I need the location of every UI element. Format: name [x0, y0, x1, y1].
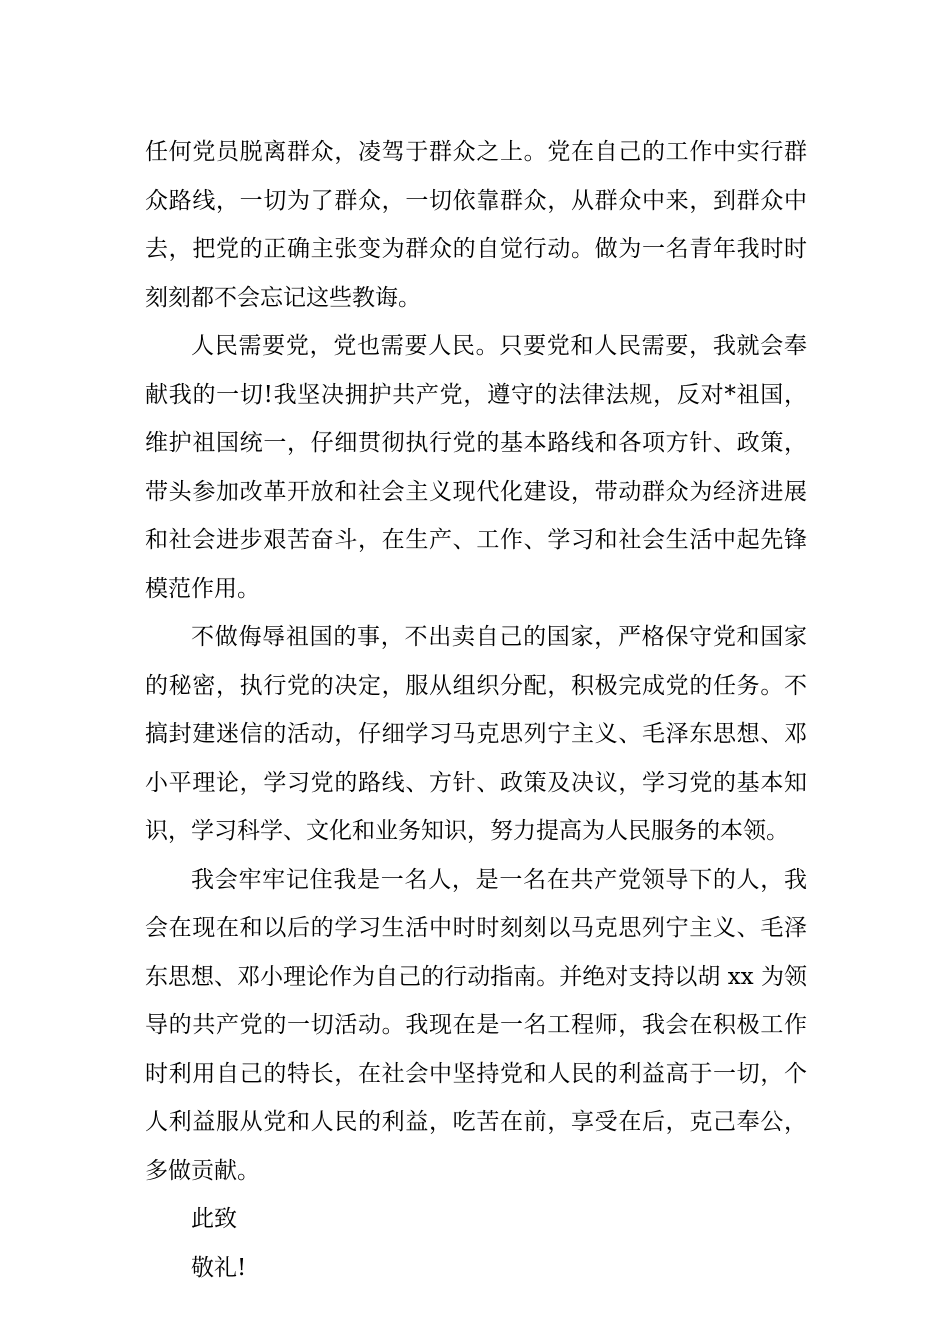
- closing-phrase: 此致: [191, 1206, 237, 1232]
- paragraph-loyalty: 不做侮辱祖国的事，不出卖自己的国家，严格保守党和国家的秘密，执行党的决定，服从组织分配，积极完成党的任务。不搞封建迷信的活动，仔细学习马克思列宁主义、毛泽东思想、邓小平理论，学习党的路线、方针、政策及决议，学习党的基本知识，学习科学、文化和业务知识，努力提高为人民服务的本领。: [145, 624, 807, 844]
- document-body: [145, 128, 807, 1292]
- paragraph-continuation: 任何党员脱离群众，凌驾于群众之上。党在自己的工作中实行群众路线，一切为了群众，一切依靠群众，从群众中来，到群众中去，把党的正确主张变为群众的自觉行动。做为一名青年我时时刻刻都不会忘记这些教诲。: [145, 139, 807, 311]
- salutation: 敬礼!: [191, 1254, 247, 1281]
- paragraph-people-need-party: 人民需要党，党也需要人民。只要党和人民需要，我就会奉献我的一切!我坚决拥护共产党，遵守的法律法规，反对*祖国，维护祖国统一，仔细贯彻执行党的基本路线和各项方针、政策，带头参加改革开放和社会主义现代化建设，带动群众为经济进展和社会进步艰苦奋斗，在生产、工作、学习和社会生活中起先锋模范作用。: [145, 333, 807, 602]
- paragraph-commitment: 我会牢牢记住我是一名人，是一名在共产党领导下的人，我会在现在和以后的学习生活中时时刻刻以马克思列宁主义、毛泽东思想、邓小理论作为自己的行动指南。并绝对支持以胡 xx 为领导的共产党的一切活动。我现在是一名工程师，我会在积极工作时利用自己的特长，在社会中坚持党和人民的利益高于一切，个人利益服从党和人民的利益，吃苦在前，享受在后，克己奉公，多做贡献。: [145, 866, 807, 1184]
